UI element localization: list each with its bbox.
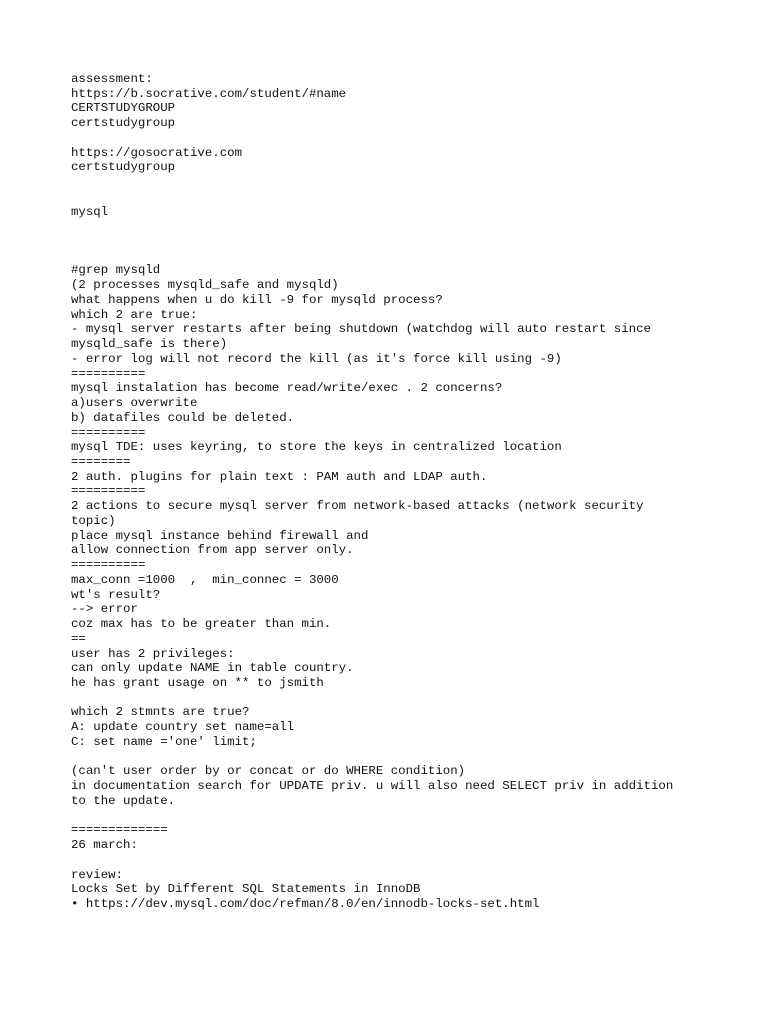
text-line: C: set name ='one' limit; [71, 734, 257, 749]
text-line: max_conn =1000 , min_connec = 3000 [71, 572, 339, 587]
text-line: user has 2 privileges: [71, 646, 235, 661]
text-line: which 2 stmnts are true? [71, 705, 250, 720]
text-line: ============= [71, 823, 168, 838]
text-line: assessment: [71, 72, 153, 86]
text-line: == [71, 631, 86, 646]
text-line: review: [71, 867, 124, 882]
text-line [71, 190, 711, 205]
text-line: wt's result? [71, 587, 161, 602]
text-line: he has grant usage on ** to jsmith [71, 676, 324, 691]
text-line: allow connection from app server only. [71, 543, 354, 558]
text-line: 2 auth. plugins for plain text : PAM auth and LDAP auth. [71, 469, 488, 484]
text-line: #grep mysqld [71, 263, 161, 278]
text-line: 2 actions to secure mysql server from network-based attacks (network security [71, 499, 644, 514]
text-line: certstudygroup [71, 116, 176, 131]
text-line: topic) [71, 513, 116, 528]
text-line: b) datafiles could be deleted. [71, 410, 295, 425]
text-line: https://gosocrative.com [71, 145, 243, 160]
text-line: ========== [71, 558, 146, 573]
text-line: in documentation search for UPDATE priv. u will also need SELECT priv in addition [71, 779, 674, 794]
text-line: mysqld_safe is there) [71, 337, 228, 352]
text-line: a)users overwrite [71, 396, 198, 411]
text-line: ========== [71, 484, 146, 499]
text-line: - mysql server restarts after being shutdown (watchdog will auto restart since [71, 322, 651, 337]
text-line: • https://dev.mysql.com/doc/refman/8.0/en/innodb-locks-set.html [71, 896, 540, 911]
text-line: which 2 are true: [71, 307, 198, 322]
text-line [71, 853, 711, 868]
text-line [71, 750, 711, 765]
text-line [71, 809, 711, 824]
text-line [71, 249, 711, 264]
text-line: ========== [71, 425, 146, 440]
text-line [71, 234, 711, 249]
text-line: what happens when u do kill -9 for mysqld process? [71, 292, 443, 307]
text-line: mysql [71, 204, 109, 219]
text-line: coz max has to be greater than min. [71, 617, 332, 632]
text-line: (can't user order by or concat or do WHERE condition) [71, 764, 466, 779]
text-line: to the update. [71, 793, 176, 808]
text-line: ========== [71, 366, 146, 381]
text-line: --> error [71, 602, 138, 617]
text-line [71, 691, 711, 706]
text-line: - error log will not record the kill (as it's force kill using -9) [71, 351, 562, 366]
text-line [71, 219, 711, 234]
text-line: certstudygroup [71, 160, 176, 175]
text-line: https://b.socrative.com/student/#name [71, 86, 347, 101]
text-line: A: update country set name=all [71, 720, 295, 735]
document-text [71, 72, 711, 912]
text-line: ======== [71, 455, 131, 469]
text-line: place mysql instance behind firewall and [71, 528, 369, 543]
text-line: mysql instalation has become read/write/exec . 2 concerns? [71, 381, 503, 396]
text-line: mysql TDE: uses keyring, to store the keys in centralized location [71, 440, 562, 455]
text-line [71, 131, 711, 146]
text-line [71, 175, 711, 190]
text-line: can only update NAME in table country. [71, 661, 354, 676]
text-line: Locks Set by Different SQL Statements in InnoDB [71, 882, 421, 897]
text-line: 26 march: [71, 838, 138, 853]
text-line: CERTSTUDYGROUP [71, 101, 176, 116]
text-line: (2 processes mysqld_safe and mysqld) [71, 278, 339, 293]
